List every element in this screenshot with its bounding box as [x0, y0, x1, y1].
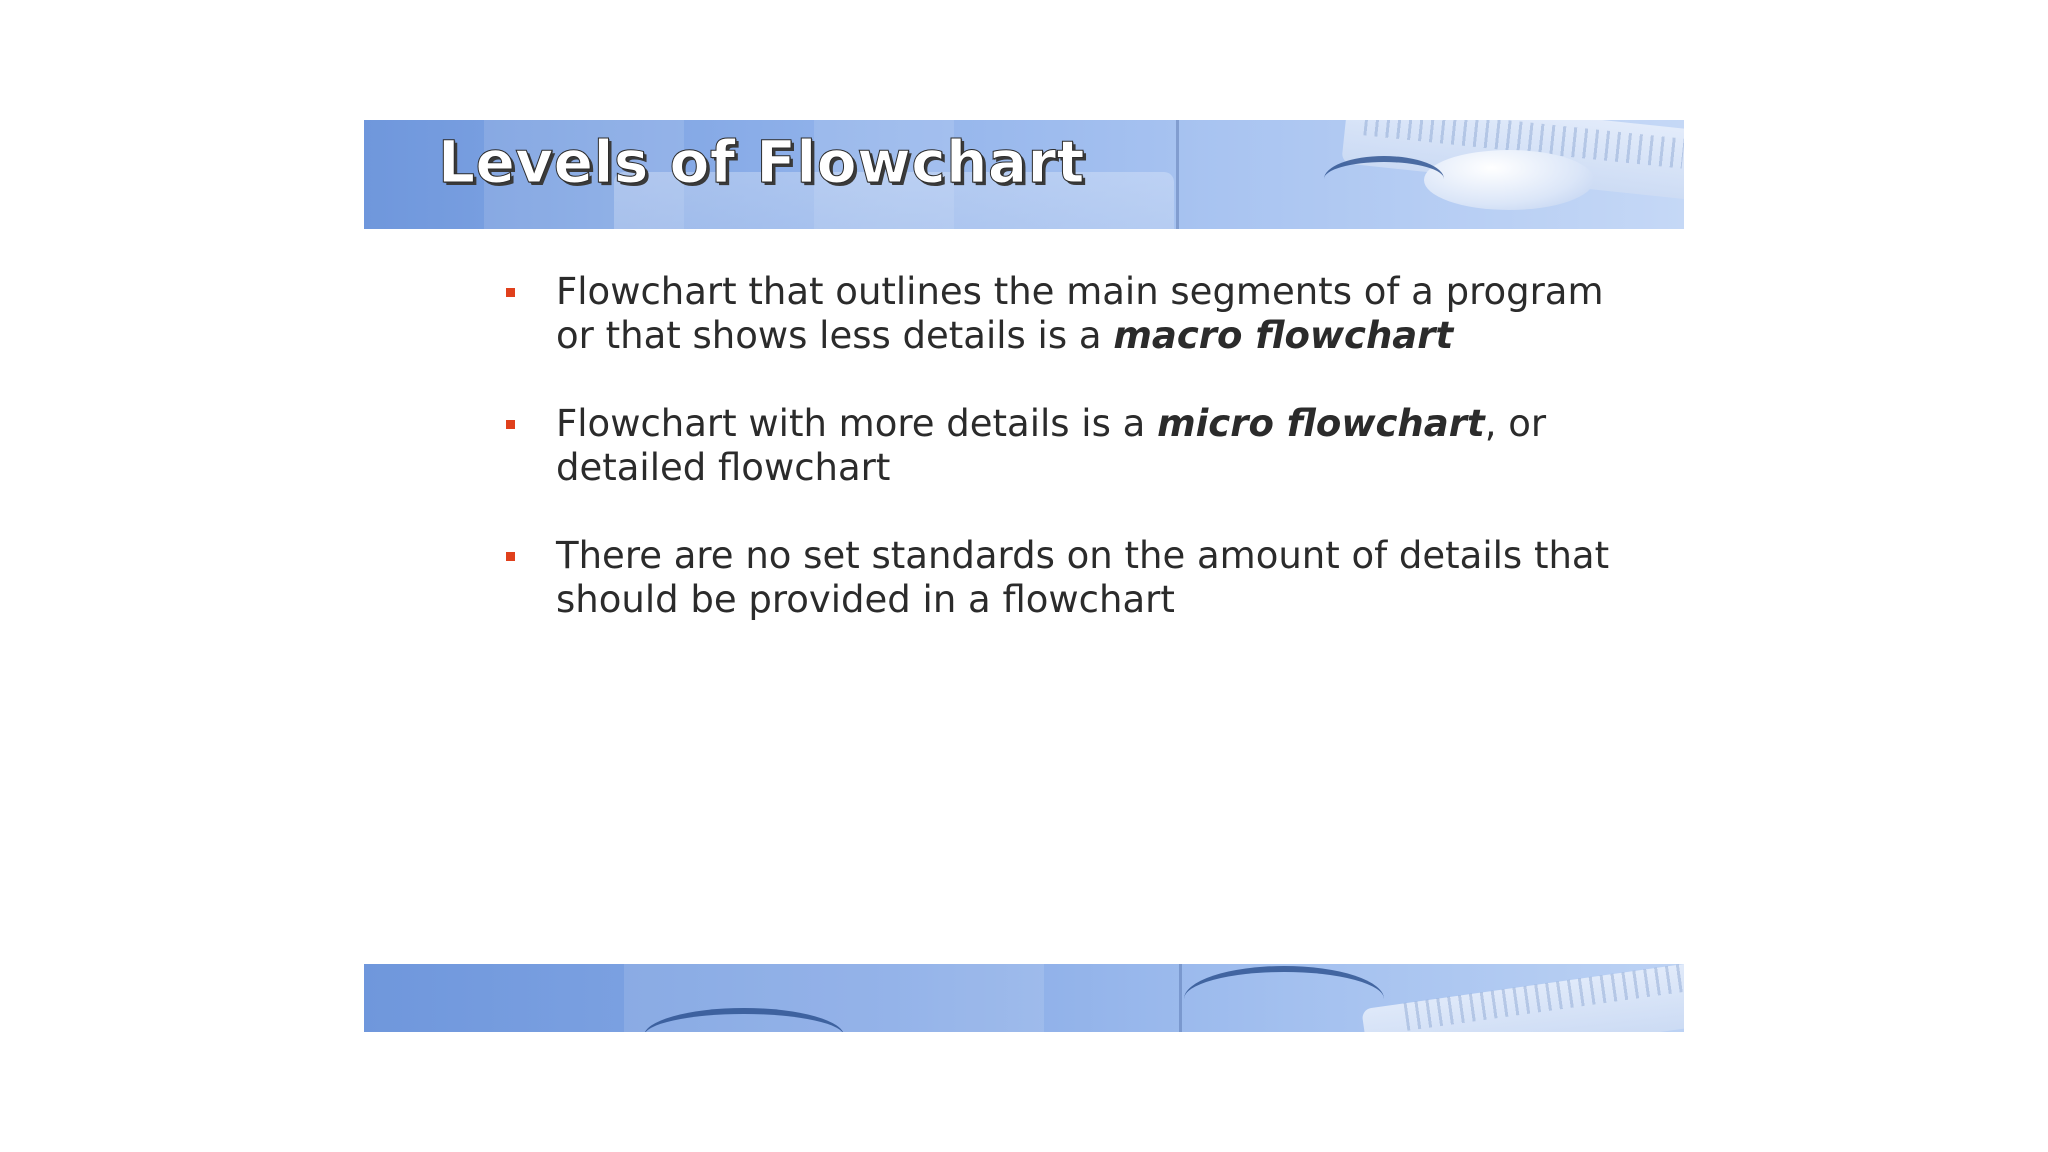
cable-image: [1184, 966, 1384, 1032]
bullet-text-after: , or detailed flowchart: [556, 402, 1547, 489]
bullet-item: [504, 270, 1644, 358]
bullet-item: [504, 402, 1644, 490]
bullet-text: Flowchart with more details is a: [556, 402, 1158, 445]
banner-divider: [1176, 120, 1179, 229]
bullet-list: [504, 270, 1644, 666]
header-banner: [364, 120, 1684, 229]
bullet-emphasis: macro flowchart: [1113, 314, 1454, 357]
banner-divider: [1179, 964, 1182, 1032]
bullet-text: Flowchart that outlines the main segments of a program or that shows less details is a: [556, 270, 1604, 357]
square-bullet-icon: [506, 288, 515, 297]
bullet-item: [504, 534, 1644, 622]
footer-banner: [364, 964, 1684, 1032]
slide: [364, 120, 1684, 1032]
square-bullet-icon: [506, 552, 515, 561]
bullet-emphasis: micro flowchart: [1157, 402, 1485, 445]
bullet-text: There are no set standards on the amount of details that should be provided in a flowchart: [556, 534, 1610, 621]
slide-title: Levels of Flowchart: [438, 128, 1085, 196]
cable-image: [1324, 156, 1444, 202]
mouse-image: [1424, 150, 1594, 210]
square-bullet-icon: [506, 420, 515, 429]
